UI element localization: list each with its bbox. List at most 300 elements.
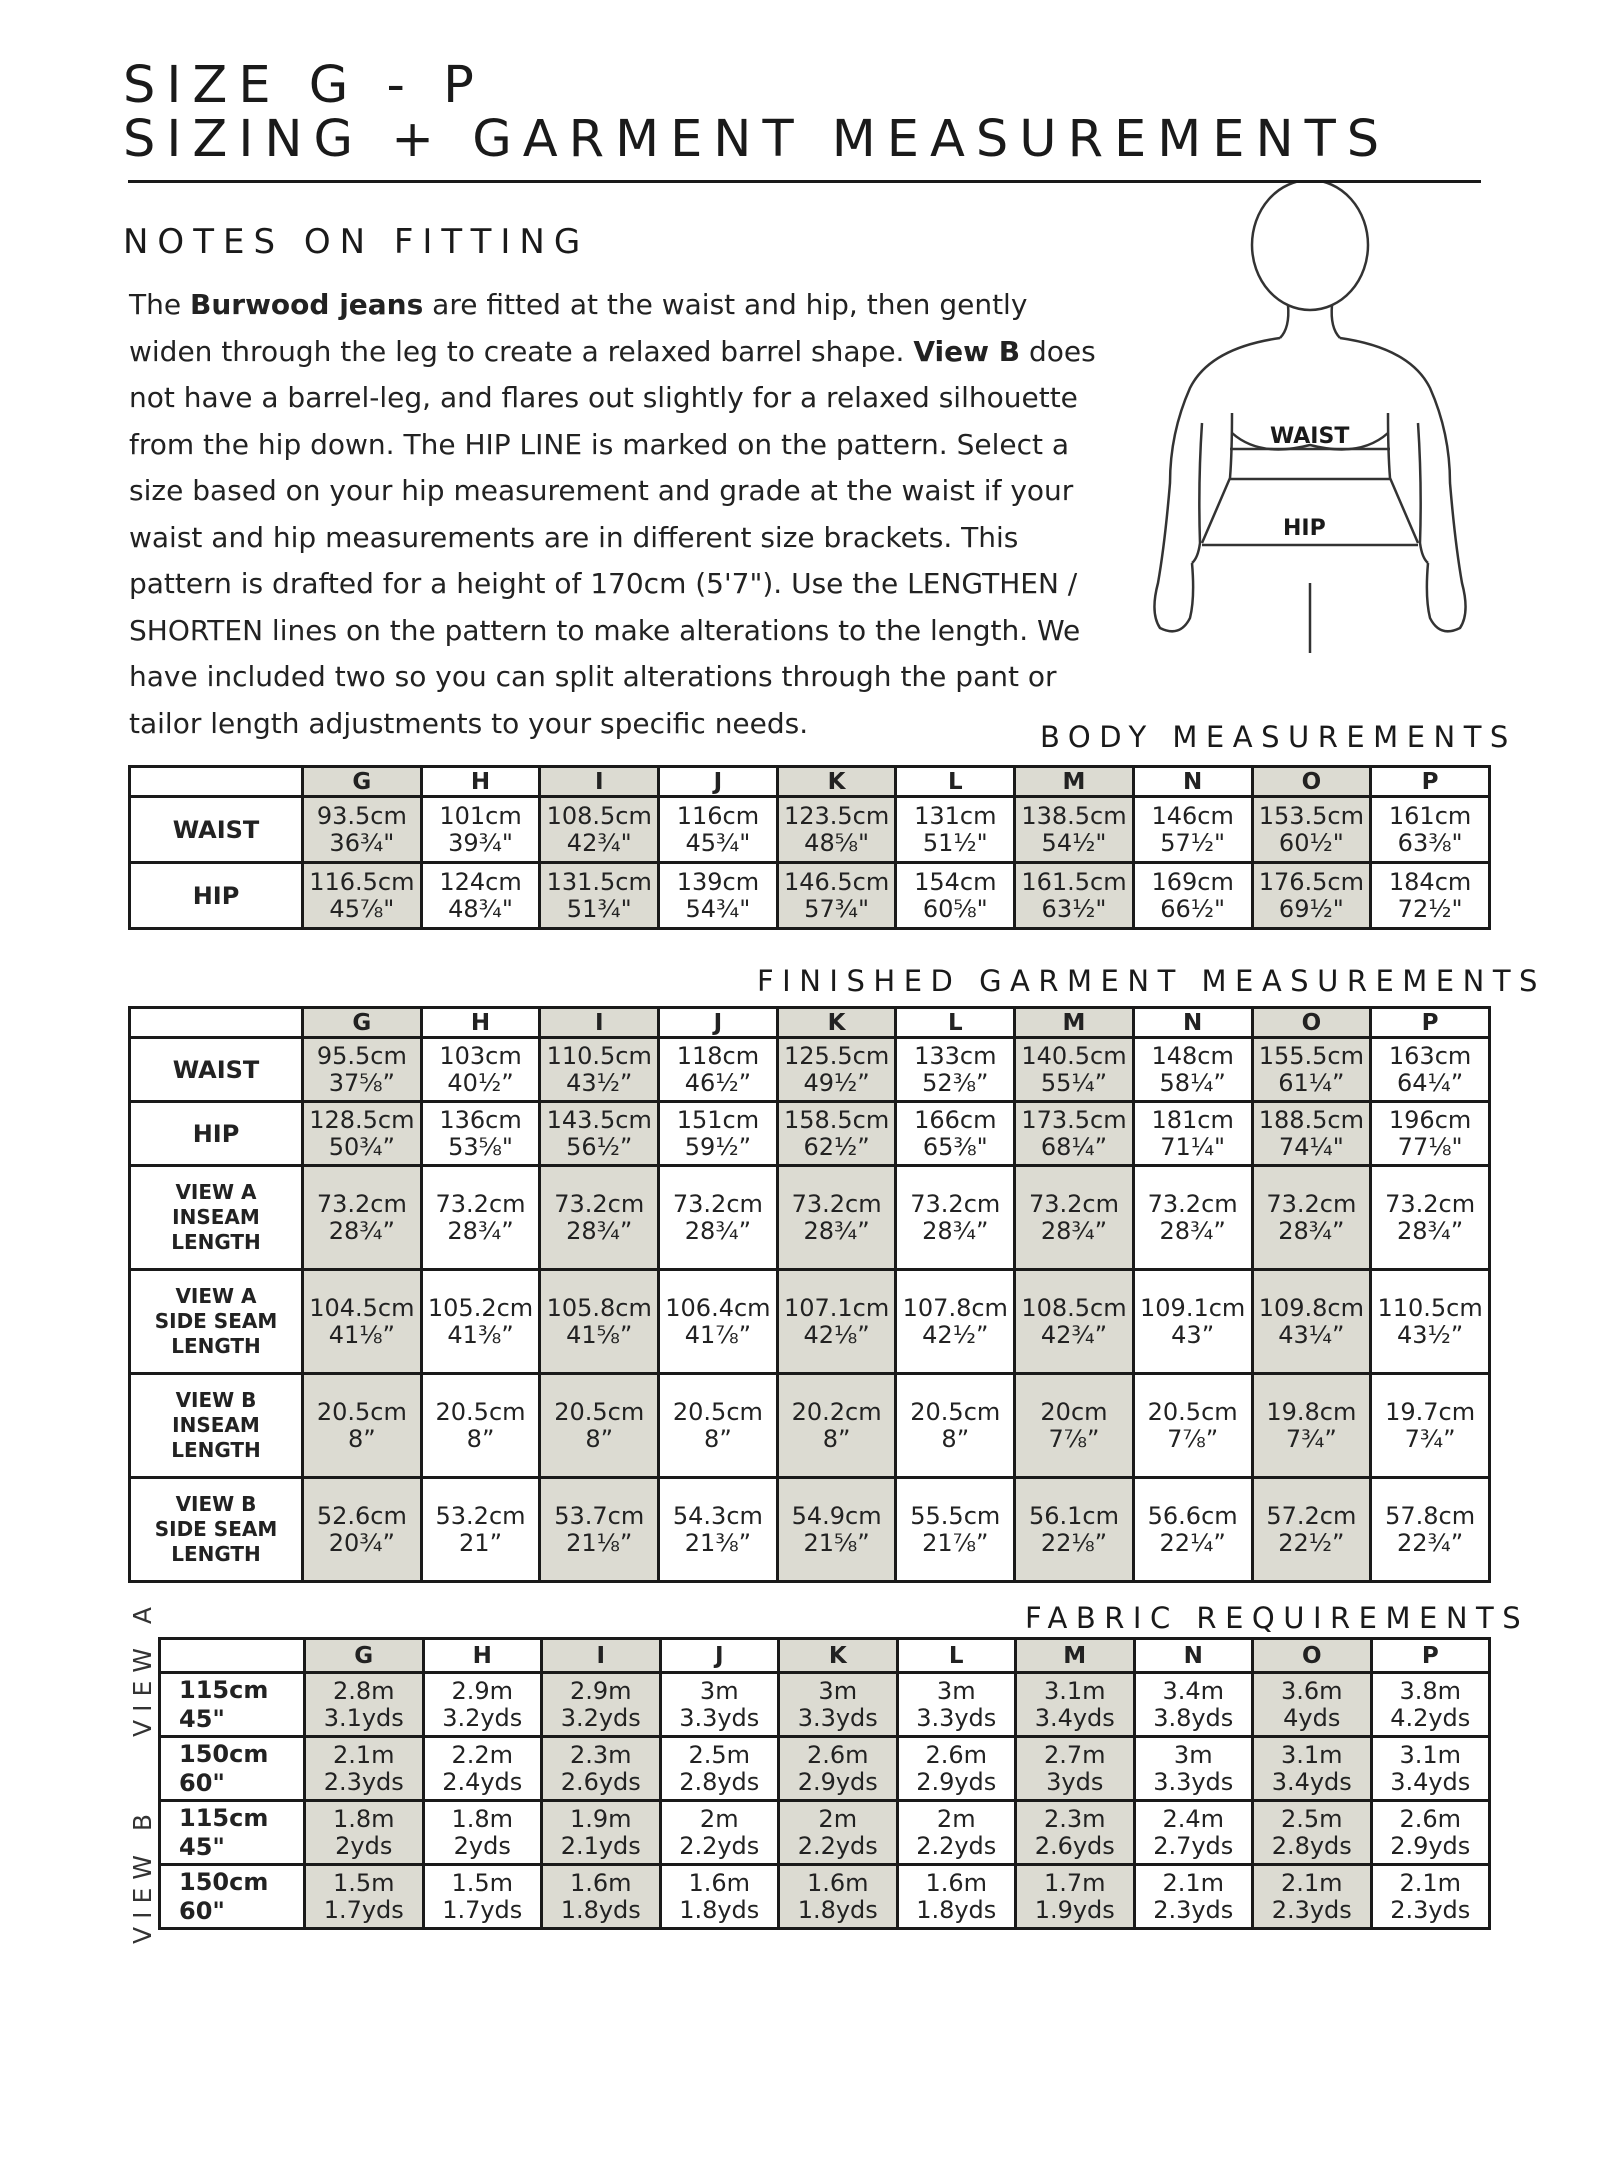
measurement-cell-I	[542, 1737, 661, 1801]
row-label-line: LENGTH	[171, 1542, 261, 1566]
metric-value: 73.2cm	[1028, 1189, 1119, 1218]
metric-value: 169cm	[1151, 867, 1234, 896]
metric-value: 1.7m	[1043, 1868, 1106, 1897]
row-label-line: HIP	[192, 1119, 240, 1148]
metric-value: 166cm	[914, 1105, 997, 1134]
imperial-value: 28¾”	[922, 1216, 989, 1245]
row-label-line: VIEW B	[175, 1492, 257, 1516]
imperial-value: 77⅛"	[1397, 1132, 1463, 1161]
row-label-line: LENGTH	[171, 1438, 261, 1462]
measurement-cell-L	[897, 1673, 1016, 1737]
measurement-cell-I	[542, 1673, 661, 1737]
metric-value: 1.6m	[806, 1868, 869, 1897]
measurement-cell-K	[777, 1374, 896, 1478]
imperial-value: 2.8yds	[679, 1767, 760, 1796]
imperial-value: 36¾"	[329, 828, 395, 857]
imperial-value: 41⅛”	[328, 1320, 395, 1349]
metric-value: 3.1m	[1399, 1740, 1462, 1769]
imperial-value: 22½”	[1278, 1528, 1345, 1557]
metric-value: 3.6m	[1280, 1676, 1343, 1705]
imperial-value: 43”	[1171, 1320, 1215, 1349]
measurement-cell-P	[1371, 1865, 1490, 1929]
imperial-value: 7¾”	[1404, 1424, 1456, 1453]
imperial-value: 37⅝”	[328, 1068, 395, 1097]
metric-value: 2.4m	[1162, 1804, 1225, 1833]
product-name: Burwood jeans	[189, 288, 424, 321]
measurement-cell-J	[660, 1673, 779, 1737]
imperial-value: 57¾"	[804, 894, 870, 923]
measurement-cell-O	[1253, 1865, 1372, 1929]
table-row	[160, 1737, 1490, 1801]
metric-value: 1.5m	[451, 1868, 514, 1897]
imperial-value: 50¾”	[328, 1132, 395, 1161]
measurement-cell-J	[659, 797, 778, 863]
metric-value: 173.5cm	[1021, 1105, 1127, 1134]
measurement-cell-O	[1253, 1801, 1372, 1865]
imperial-value: 53⅝"	[448, 1132, 513, 1161]
imperial-value: 3.4yds	[1271, 1767, 1352, 1796]
imperial-value: 48⅝"	[804, 828, 870, 857]
measurement-cell-P	[1371, 1374, 1490, 1478]
imperial-value: 28¾”	[1159, 1216, 1226, 1245]
measurement-cell-H	[421, 863, 540, 929]
metric-value: 20.5cm	[910, 1397, 1001, 1426]
measurement-cell-P	[1371, 797, 1490, 863]
metric-value: 56.1cm	[1028, 1501, 1119, 1530]
size-header-H: H	[421, 1008, 540, 1038]
metric-value: 3.1m	[1043, 1676, 1106, 1705]
imperial-value: 3.2yds	[442, 1703, 523, 1732]
size-header-J: J	[660, 1639, 779, 1673]
measurement-cell-I	[540, 1478, 659, 1582]
imperial-value: 28¾”	[1396, 1216, 1464, 1245]
notes-text: The	[129, 288, 190, 321]
table-row	[160, 1673, 1490, 1737]
metric-value: 73.2cm	[435, 1189, 526, 1218]
imperial-value: 55¼”	[1040, 1068, 1108, 1097]
measurement-cell-O	[1252, 1166, 1371, 1270]
imperial-value: 8”	[941, 1424, 970, 1453]
metric-value: 163cm	[1388, 1041, 1472, 1070]
measurement-cell-N	[1133, 1166, 1252, 1270]
metric-value: 73.2cm	[791, 1189, 882, 1218]
measurement-cell-I	[540, 797, 659, 863]
table-row	[130, 1270, 1490, 1374]
metric-value: 107.1cm	[783, 1293, 890, 1322]
body-measurements-table	[128, 765, 1491, 930]
metric-value: 3m	[699, 1676, 739, 1705]
metric-value: 2.1m	[1399, 1868, 1462, 1897]
imperial-value: 2.2yds	[679, 1831, 760, 1860]
row-label-line: VIEW A	[175, 1284, 257, 1308]
imperial-value: 51¾"	[566, 894, 632, 923]
metric-value: 106.4cm	[665, 1293, 771, 1322]
size-header-L: L	[897, 1639, 1016, 1673]
row-label	[130, 1102, 303, 1166]
measurement-cell-J	[659, 1478, 778, 1582]
size-header-P: P	[1371, 1639, 1490, 1673]
size-header-G: G	[303, 1008, 422, 1038]
imperial-value: 58¼”	[1159, 1068, 1226, 1097]
metric-value: 53.2cm	[435, 1501, 526, 1530]
row-label	[160, 1865, 305, 1929]
row-label-line: 45"	[179, 1704, 225, 1733]
metric-value: 2.9m	[451, 1676, 514, 1705]
metric-value: 20cm	[1040, 1397, 1108, 1426]
row-label-line: VIEW A	[175, 1180, 257, 1204]
measurement-cell-K	[777, 1270, 896, 1374]
metric-value: 2.5m	[1280, 1804, 1343, 1833]
imperial-value: 4yds	[1283, 1703, 1341, 1732]
metric-value: 1.8m	[451, 1804, 514, 1833]
imperial-value: 2.7yds	[1153, 1831, 1234, 1860]
metric-value: 3.4m	[1162, 1676, 1225, 1705]
size-header-O: O	[1253, 1639, 1372, 1673]
metric-value: 53.7cm	[554, 1501, 645, 1530]
metric-value: 116cm	[676, 801, 760, 830]
metric-value: 20.5cm	[1147, 1397, 1238, 1426]
imperial-value: 8”	[347, 1424, 376, 1453]
metric-value: 105.8cm	[546, 1293, 652, 1322]
measurement-cell-I	[540, 1166, 659, 1270]
metric-value: 1.5m	[332, 1868, 395, 1897]
row-label-line: 115cm	[179, 1803, 269, 1832]
metric-value: 2.8m	[332, 1676, 395, 1705]
measurement-cell-L	[896, 1270, 1015, 1374]
metric-value: 153.5cm	[1258, 801, 1364, 830]
imperial-value: 3.4yds	[1390, 1767, 1471, 1796]
metric-value: 52.6cm	[316, 1501, 407, 1530]
row-label	[160, 1737, 305, 1801]
metric-value: 196cm	[1388, 1105, 1472, 1134]
metric-value: 3m	[818, 1676, 858, 1705]
measurement-cell-K	[777, 1038, 896, 1102]
imperial-value: 2.3yds	[1153, 1895, 1234, 1924]
row-label-line: HIP	[192, 881, 240, 910]
measurement-cell-K	[779, 1801, 898, 1865]
metric-value: 2m	[936, 1804, 976, 1833]
imperial-value: 40½”	[447, 1068, 514, 1097]
table-row	[130, 1102, 1490, 1166]
imperial-value: 2.1yds	[560, 1831, 641, 1860]
imperial-value: 63⅜"	[1397, 828, 1463, 857]
imperial-value: 2.9yds	[916, 1767, 997, 1796]
measurement-cell-M	[1015, 1374, 1134, 1478]
measurement-cell-N	[1134, 1801, 1253, 1865]
row-label	[130, 1374, 303, 1478]
metric-value: 20.5cm	[316, 1397, 407, 1426]
measurement-cell-I	[540, 1270, 659, 1374]
imperial-value: 45⅞"	[329, 894, 395, 923]
imperial-value: 65⅜"	[922, 1132, 988, 1161]
metric-value: 2.5m	[688, 1740, 751, 1769]
metric-value: 181cm	[1151, 1105, 1234, 1134]
imperial-value: 1.8yds	[916, 1895, 997, 1924]
measurement-cell-M	[1015, 1270, 1134, 1374]
metric-value: 20.5cm	[554, 1397, 645, 1426]
measurement-cell-P	[1371, 1673, 1490, 1737]
metric-value: 2.3m	[1043, 1804, 1106, 1833]
row-label	[130, 797, 303, 863]
measurement-cell-P	[1371, 1270, 1490, 1374]
metric-value: 20.5cm	[435, 1397, 526, 1426]
measurement-cell-G	[303, 1478, 422, 1582]
measurement-cell-M	[1016, 1673, 1135, 1737]
measurement-cell-H	[421, 1270, 540, 1374]
row-label-line: LENGTH	[171, 1334, 261, 1358]
measurement-cell-P	[1371, 1166, 1490, 1270]
measurement-cell-I	[540, 1038, 659, 1102]
row-label-line: SIDE SEAM	[154, 1309, 278, 1333]
size-header-H: H	[421, 767, 540, 797]
measurement-cell-G	[305, 1865, 424, 1929]
measurement-cell-I	[540, 1102, 659, 1166]
metric-value: 131cm	[914, 801, 997, 830]
measurement-cell-I	[542, 1801, 661, 1865]
measurement-cell-P	[1371, 863, 1490, 929]
measurement-cell-K	[777, 1478, 896, 1582]
metric-value: 139cm	[676, 867, 760, 896]
metric-value: 133cm	[914, 1041, 997, 1070]
imperial-value: 43½”	[566, 1068, 633, 1097]
measurement-cell-L	[896, 863, 1015, 929]
metric-value: 124cm	[439, 867, 522, 896]
measurement-cell-N	[1133, 797, 1252, 863]
imperial-value: 1.7yds	[442, 1895, 523, 1924]
metric-value: 2.6m	[1399, 1804, 1462, 1833]
size-header-K: K	[777, 767, 896, 797]
row-label-line: INSEAM	[172, 1205, 260, 1229]
metric-value: 128.5cm	[309, 1105, 415, 1134]
metric-value: 2.1m	[332, 1740, 395, 1769]
row-label-line: INSEAM	[172, 1413, 260, 1437]
measurement-cell-G	[305, 1801, 424, 1865]
measurement-cell-N	[1133, 1038, 1252, 1102]
imperial-value: 2.4yds	[442, 1767, 523, 1796]
size-header-O: O	[1252, 1008, 1371, 1038]
table-row	[130, 797, 1490, 863]
body-figure-illustration	[1140, 183, 1480, 653]
imperial-value: 1.8yds	[679, 1895, 760, 1924]
table-row	[160, 1865, 1490, 1929]
metric-value: 3.8m	[1399, 1676, 1462, 1705]
metric-value: 146cm	[1151, 801, 1234, 830]
metric-value: 73.2cm	[672, 1189, 763, 1218]
imperial-value: 21⅛”	[566, 1528, 633, 1557]
imperial-value: 51½"	[922, 828, 988, 857]
imperial-value: 21”	[459, 1528, 503, 1557]
imperial-value: 2.9yds	[797, 1767, 878, 1796]
metric-value: 110.5cm	[546, 1041, 652, 1070]
metric-value: 54.3cm	[672, 1501, 763, 1530]
page-title-line-1: SIZE G - P	[123, 56, 485, 115]
metric-value: 103cm	[439, 1041, 522, 1070]
metric-value: 57.2cm	[1266, 1501, 1357, 1530]
size-header-L: L	[896, 1008, 1015, 1038]
metric-value: 131.5cm	[546, 867, 652, 896]
measurement-cell-H	[421, 1102, 540, 1166]
metric-value: 19.8cm	[1266, 1397, 1357, 1426]
metric-value: 140.5cm	[1021, 1041, 1127, 1070]
row-label-line: 115cm	[179, 1675, 269, 1704]
table-row	[130, 1166, 1490, 1270]
metric-value: 1.9m	[569, 1804, 632, 1833]
imperial-value: 3.1yds	[323, 1703, 404, 1732]
imperial-value: 2.2yds	[916, 1831, 997, 1860]
metric-value: 109.8cm	[1258, 1293, 1364, 1322]
measurement-cell-G	[303, 1166, 422, 1270]
finished-garment-table	[128, 1006, 1491, 1583]
view-a-side-label: VIEW A	[128, 1598, 157, 1737]
row-label-line: 60"	[179, 1896, 225, 1925]
figure-waist-label: WAIST	[1270, 424, 1350, 449]
metric-value: 73.2cm	[1147, 1189, 1238, 1218]
metric-value: 148cm	[1151, 1041, 1234, 1070]
metric-value: 161cm	[1388, 801, 1472, 830]
imperial-value: 2.8yds	[1271, 1831, 1352, 1860]
measurement-cell-M	[1016, 1801, 1135, 1865]
metric-value: 188.5cm	[1258, 1105, 1364, 1134]
imperial-value: 22¾”	[1396, 1528, 1464, 1557]
measurement-cell-J	[659, 1270, 778, 1374]
imperial-value: 66½"	[1160, 894, 1226, 923]
measurement-cell-H	[423, 1865, 542, 1929]
measurement-cell-K	[779, 1673, 898, 1737]
metric-value: 136cm	[439, 1105, 522, 1134]
imperial-value: 3.2yds	[560, 1703, 641, 1732]
size-header-M: M	[1015, 767, 1134, 797]
measurement-cell-J	[659, 1102, 778, 1166]
body-measurements-heading: BODY MEASUREMENTS	[1040, 720, 1517, 754]
measurement-cell-N	[1133, 1270, 1252, 1374]
imperial-value: 7⅞”	[1048, 1424, 1100, 1453]
metric-value: 118cm	[676, 1041, 760, 1070]
imperial-value: 42¾”	[1040, 1320, 1108, 1349]
imperial-value: 60½"	[1278, 828, 1344, 857]
measurement-cell-K	[779, 1737, 898, 1801]
imperial-value: 39¾"	[448, 828, 513, 857]
metric-value: 2.3m	[569, 1740, 632, 1769]
measurement-cell-N	[1133, 1478, 1252, 1582]
metric-value: 1.6m	[925, 1868, 988, 1897]
imperial-value: 3.4yds	[1034, 1703, 1115, 1732]
row-label-line: WAIST	[172, 815, 260, 844]
metric-value: 138.5cm	[1021, 801, 1127, 830]
metric-value: 2.9m	[569, 1676, 632, 1705]
measurement-cell-J	[659, 1374, 778, 1478]
header-blank-cell	[130, 1008, 303, 1038]
measurement-cell-G	[303, 1038, 422, 1102]
measurement-cell-I	[540, 863, 659, 929]
metric-value: 19.7cm	[1385, 1397, 1476, 1426]
size-header-N: N	[1133, 1008, 1252, 1038]
imperial-value: 56½”	[566, 1132, 633, 1161]
size-header-K: K	[777, 1008, 896, 1038]
size-header-N: N	[1134, 1639, 1253, 1673]
imperial-value: 45¾"	[685, 828, 751, 857]
metric-value: 2.1m	[1280, 1868, 1343, 1897]
fabric-requirements-heading: FABRIC REQUIREMENTS	[1025, 1601, 1530, 1635]
imperial-value: 41⅜”	[447, 1320, 514, 1349]
metric-value: 125.5cm	[783, 1041, 890, 1070]
measurement-cell-G	[305, 1673, 424, 1737]
metric-value: 20.5cm	[672, 1397, 763, 1426]
metric-value: 73.2cm	[910, 1189, 1001, 1218]
imperial-value: 3.3yds	[1153, 1767, 1234, 1796]
size-header-J: J	[659, 767, 778, 797]
imperial-value: 8”	[822, 1424, 851, 1453]
size-header-M: M	[1015, 1008, 1134, 1038]
imperial-value: 7⅞”	[1167, 1424, 1219, 1453]
measurement-cell-H	[421, 1166, 540, 1270]
metric-value: 2m	[699, 1804, 739, 1833]
metric-value: 73.2cm	[1385, 1189, 1476, 1218]
metric-value: 1.8m	[332, 1804, 395, 1833]
measurement-cell-G	[303, 863, 422, 929]
imperial-value: 1.8yds	[797, 1895, 878, 1924]
imperial-value: 3.3yds	[679, 1703, 760, 1732]
measurement-cell-O	[1253, 1737, 1372, 1801]
metric-value: 2.6m	[806, 1740, 869, 1769]
imperial-value: 21⅝”	[803, 1528, 870, 1557]
notes-text: does not have a barrel-leg, and flares out slightly for a relaxed silhouette from the hip down. The HIP LINE is marked on the pattern. Select a size based on your hip measurement and grade at the waist if your waist and hip measurements are in different size brackets. This pattern is drafted for a height of 170cm (5'7"). Use the LENGTHEN / SHORTEN lines on the pattern to make alterations to the length. We have included two so you can split alterations through the pant or tailor length adjustments to your specific needs.	[129, 334, 1096, 740]
imperial-value: 28¾”	[1040, 1216, 1108, 1245]
metric-value: 110.5cm	[1377, 1293, 1483, 1322]
table-row	[130, 863, 1490, 929]
page-title-line-2: SIZING + GARMENT MEASUREMENTS	[123, 110, 1391, 169]
row-label-line: VIEW B	[175, 1388, 257, 1412]
size-header-O: O	[1252, 767, 1371, 797]
view-b-term: View B	[913, 334, 1021, 368]
size-header-K: K	[779, 1639, 898, 1673]
measurement-cell-I	[540, 1374, 659, 1478]
measurement-cell-L	[897, 1737, 1016, 1801]
measurement-cell-N	[1134, 1737, 1253, 1801]
metric-value: 108.5cm	[546, 801, 652, 830]
measurement-cell-J	[660, 1801, 779, 1865]
metric-value: 3m	[1173, 1740, 1213, 1769]
measurement-cell-I	[542, 1865, 661, 1929]
imperial-value: 3.8yds	[1153, 1703, 1234, 1732]
metric-value: 54.9cm	[791, 1501, 882, 1530]
notes-text: are fitted at the waist and hip, then gently widen through the leg to create a relaxed barrel shape.	[129, 288, 1028, 368]
size-header-P: P	[1371, 1008, 1490, 1038]
metric-value: 55.5cm	[910, 1501, 1001, 1530]
imperial-value: 21⅜”	[684, 1528, 752, 1557]
measurement-cell-G	[303, 1270, 422, 1374]
measurement-cell-L	[897, 1801, 1016, 1865]
metric-value: 101cm	[439, 801, 522, 830]
table-row	[130, 1038, 1490, 1102]
metric-value: 158.5cm	[783, 1105, 890, 1134]
metric-value: 154cm	[914, 867, 997, 896]
measurement-cell-L	[896, 1478, 1015, 1582]
imperial-value: 2.6yds	[560, 1767, 641, 1796]
imperial-value: 2.3yds	[323, 1767, 404, 1796]
size-header-P: P	[1371, 767, 1490, 797]
measurement-cell-P	[1371, 1801, 1490, 1865]
metric-value: 161.5cm	[1021, 867, 1127, 896]
metric-value: 123.5cm	[783, 801, 890, 830]
measurement-cell-N	[1133, 863, 1252, 929]
row-label-line: 150cm	[179, 1867, 269, 1896]
imperial-value: 64¼”	[1396, 1068, 1464, 1097]
size-header-I: I	[542, 1639, 661, 1673]
imperial-value: 43½”	[1396, 1320, 1464, 1349]
measurement-cell-M	[1015, 1102, 1134, 1166]
imperial-value: 22⅛”	[1040, 1528, 1108, 1557]
measurement-cell-H	[423, 1801, 542, 1865]
